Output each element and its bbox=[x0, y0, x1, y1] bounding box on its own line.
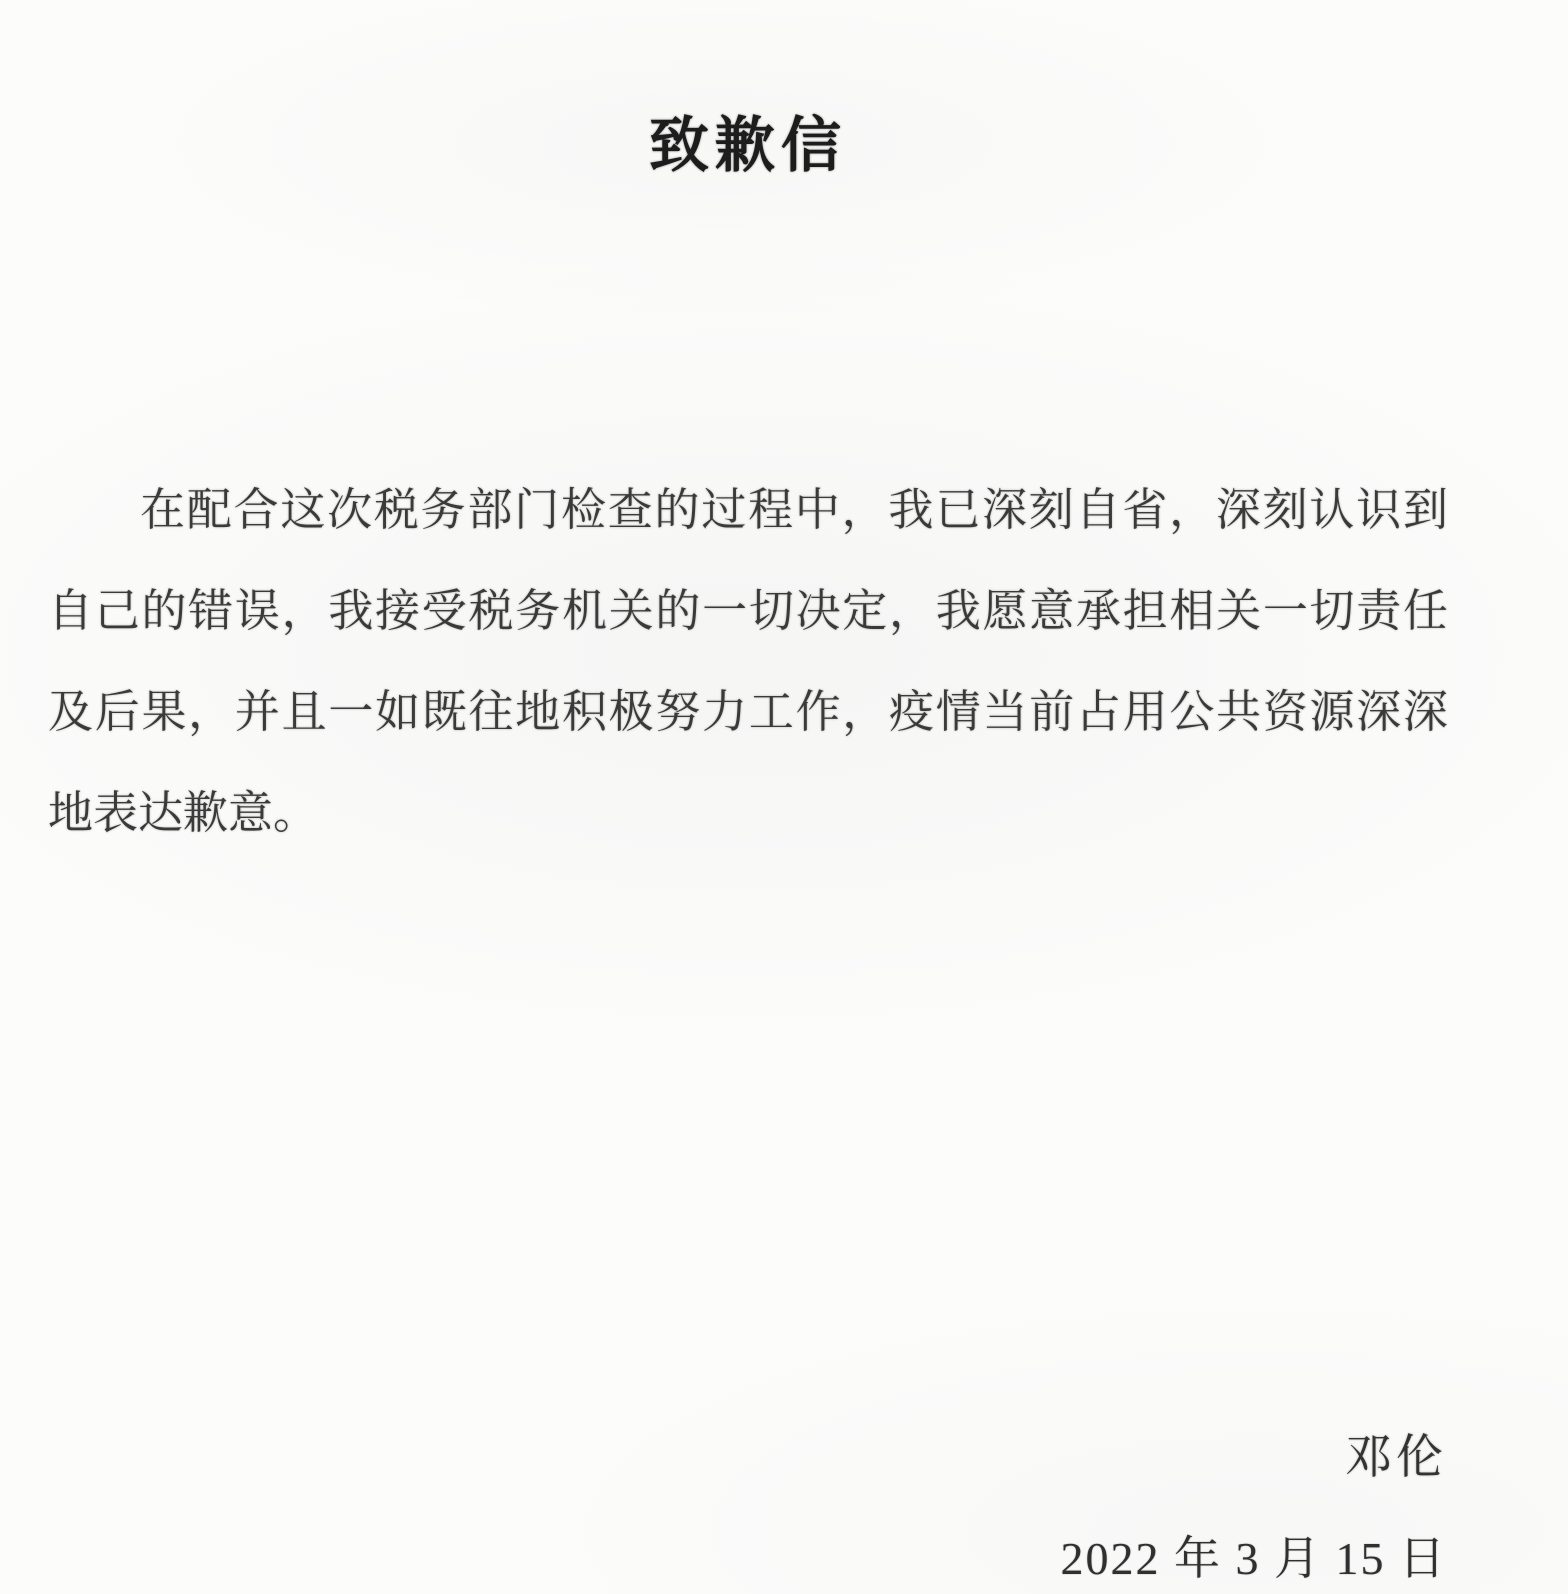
body-line-4: 地表达歉意。 bbox=[48, 788, 319, 838]
body-line-1: 在配合这次税务部门检查的过程中，我已深刻自省，深刻认识到 bbox=[140, 485, 1448, 535]
body-line-2: 自己的错误，我接受税务机关的一切决定，我愿意承担相关一切责任 bbox=[48, 586, 1448, 636]
letter-body bbox=[48, 460, 1448, 864]
letter-title: 致歉信 bbox=[649, 113, 847, 179]
body-line-3: 及后果，并且一如既往地积极努力工作，疫情当前占用公共资源深深 bbox=[48, 687, 1448, 737]
signature-name: 邓伦 bbox=[1345, 1432, 1447, 1484]
signature-date: 2022 年 3 月 15 日 bbox=[1060, 1533, 1447, 1584]
